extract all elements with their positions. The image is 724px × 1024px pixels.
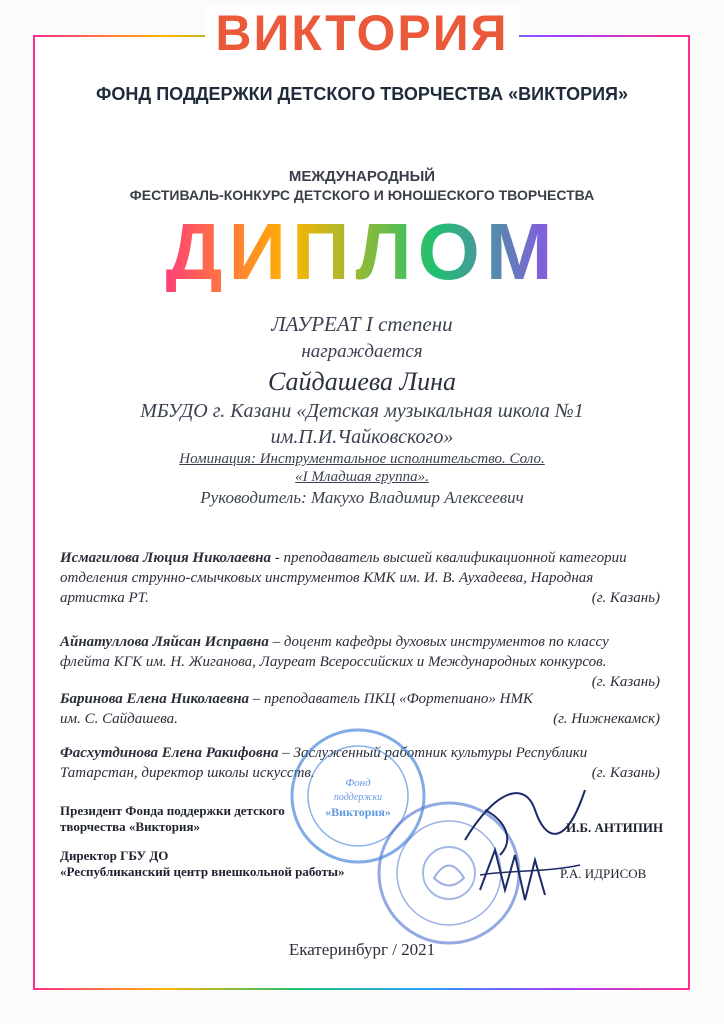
leader: Руководитель: Макухо Владимир Алексеевич [200,488,524,507]
festival-line-2: ФЕСТИВАЛЬ-КОНКУРС ДЕТСКОГО И ЮНОШЕСКОГО ТВОРЧЕСТВА [129,187,595,203]
footer-place-year: Екатеринбург / 2021 [288,940,436,959]
jury-city: (г. Казань) [591,765,660,781]
jury-description: им. С. Сайдашева. [60,711,178,727]
jury-description: флейта КГК им. Н. Жиганова, Лауреат Всероссийских и Международных конкурсов. [60,654,607,670]
award-level: ЛАУРЕАТ I степени [271,312,453,336]
jury-member [60,548,660,608]
jury-description: – Заслуженный работник культуры Республики [278,745,588,761]
jury-description: - преподаватель высшей квалификационной категории [270,550,627,566]
svg-text:«Виктория»: «Виктория» [325,805,391,819]
director-name: Р.А. ИДРИСОВ [560,866,647,881]
jury-description: – доцент кафедры духовых инструментов по классу [268,634,609,650]
president-title-line-2: творчества «Виктория» [60,819,201,834]
svg-text:Фонд: Фонд [345,777,371,789]
jury-description: – преподаватель ПКЦ «Фортепиано» НМК [249,691,533,707]
jury-city: (г. Казань) [591,674,660,690]
director-title-line-2: «Республиканский центр внешкольной работы» [60,864,345,879]
president-name: И.Б. АНТИПИН [566,820,664,835]
svg-text:поддержки: поддержки [333,792,383,803]
president-title-line-1: Президент Фонда поддержки детского [60,803,285,818]
awarded-label: награждается [301,341,423,362]
school-line-2: им.П.И.Чайковского» [270,426,454,448]
fund-title: ФОНД ПОДДЕРЖКИ ДЕТСКОГО ТВОРЧЕСТВА «ВИКТОРИЯ» [96,84,628,104]
festival-line-1: МЕЖДУНАРОДНЫЙ [288,168,436,185]
recipient-name: Сайдашева Лина [268,367,456,396]
jury-city: (г. Казань) [591,590,660,606]
jury-name: Исмагилова Люция Николаевна [60,550,271,566]
director-title-line-1: Директор ГБУ ДО [60,848,169,863]
jury-description: артистка РТ. [60,590,149,606]
school-line-1: МБУДО г. Казани «Детская музыкальная школа №1 [140,400,584,422]
jury-description: Татарстан, директор школы искусств. [60,765,315,781]
director-signature-block [60,848,345,880]
jury-member [60,689,660,729]
president-signature-block [60,803,285,835]
jury-name: Фасхутдинова Елена Ракифовна [60,745,279,761]
nomination-line-1: Номинация: Инструментальное исполнительство. Соло. [179,451,545,467]
brand-logo: ВИКТОРИЯ [0,8,724,58]
jury-city: (г. Нижнекамск) [553,711,660,727]
nomination-line-2: «I Младшая группа». [295,469,429,485]
diploma-title: ДИПЛОМ [0,212,724,292]
jury-name: Баринова Елена Николаевна [60,691,250,707]
jury-description: отделения струнно-смычковых инструментов КМК им. И. В. Аухадеева, Народная [60,570,594,586]
jury-name: Айнатуллова Ляйсан Исправна [60,634,269,650]
jury-member [60,632,660,692]
